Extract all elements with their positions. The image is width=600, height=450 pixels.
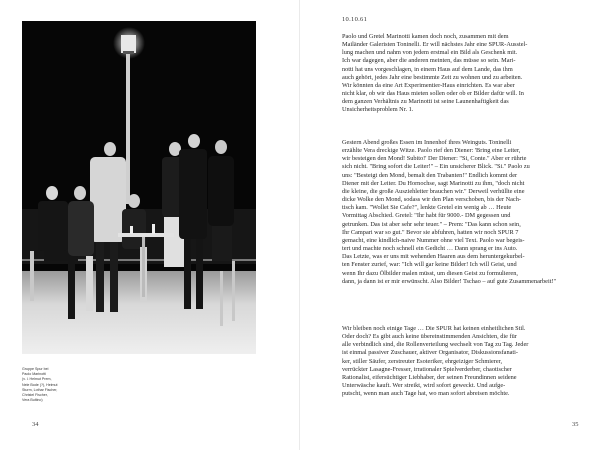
text-line: tert und machte noch schnell ein Gedicht … Dann sprang er ins Auto. — [342, 245, 518, 253]
text-line: Wir könnten da eine Art Experimentier-Haus einrichten. Es war aber — [342, 81, 515, 89]
entry-date: 10.10.61 — [342, 16, 368, 23]
caption-line: Christel Fischer, — [22, 393, 48, 398]
text-line: Paolo und Gretel Marinotti kamen doch noch, zusammen mit dem — [342, 33, 509, 40]
photo-caption — [22, 367, 82, 403]
paragraph-2 — [342, 139, 583, 286]
text-line: Mailänder Galeristen Toninelli. Er will nächstes Jahr eine SPUR-Ausstel- — [342, 41, 528, 49]
page-number-right: 35 — [572, 421, 579, 428]
text-line: getrunken. Das ist aber sehr sehr teuer." – Prem: "Das kann schon sein, — [342, 220, 521, 228]
text-line: die kleine, die große Ausziehleiter brauchen wir." Derweil verhüllte eine — [342, 187, 525, 195]
text-line: wir besteigen den Mond! Subito!' Der Diener: "Si, Conte." Aber er rührte — [342, 155, 527, 163]
text-line: wenn Ihr dazu Ölbilder malen müsst, um diesen Geist zu formulieren, — [342, 269, 518, 277]
text-line: Unsicherheitsproblem Nr. 1. — [342, 106, 414, 114]
text-line: erzählte Vera dreckige Witze. Paolo rief den Diener: 'Bring eine Leiter, — [342, 147, 521, 155]
text-line: Unterwäsche kauft. Wer streikt, wird sofort geweckt. Und aufge- — [342, 382, 506, 390]
text-line: auch gehört, jedes Jahr eine bestimmte Zeit zu wohnen und zu arbeiten. — [342, 73, 523, 81]
text-line: Wir bleiben noch einige Tage … Die SPUR hat keinen einheitlichen Stil. — [342, 325, 526, 332]
text-line: ist einmal passiver Zuschauer, aktiver Organisator, Diskussionsfanati- — [342, 349, 518, 357]
text-line: Das Letzte, was er uns mit wehenden Haaren aus dem heruntergekurbel- — [342, 253, 525, 261]
group-photo-image — [22, 21, 256, 354]
text-line: putscht, wenn man auch Tage hat, wo man sofort abreisen möchte. — [342, 390, 510, 398]
text-line: verrückter Lasagne-Fresser, irrationaler Spielverderber, chaotischer — [342, 365, 512, 373]
text-line: Vormittag Abschied. Gretel: "Ihr habt für 9000.- DM gegessen und — [342, 212, 511, 220]
text-line: Oder doch? Es gibt auch keine übereinstimmenden Ansichten, die für — [342, 333, 517, 341]
text-line: dem ganzen Verhältnis zu Marinotti ist seine Launenhaftigkeit das — [342, 98, 509, 106]
text-line: uns: "Besteigt den Mond, bemalt den Trabanten!" Endlich kommt der — [342, 171, 518, 179]
caption-line: Paolo Marinotti — [22, 372, 46, 377]
text-line: sich nicht. "Bring sofort die Leiter!" – Ein unsicherer Blick. "Si." Paolo zu — [342, 163, 530, 171]
text-line: tisch kam. "Wollet Sie Cafe?", lenkte Gretel ein wenig ab … Heute — [342, 204, 512, 212]
text-line: Rationalist, eifersüchtiger Liebhaber, der seinen Freundinnen seidene — [342, 373, 517, 381]
text-line: ker, stiller Säufer, zerstreuter Esoteriker, ehrgeiziger Schmierer, — [342, 357, 503, 365]
page-number-left: 34 — [32, 421, 39, 428]
text-line: alle verbindlich sind, die Rollenverteilung wechselt von Tag zu Tag. Jeder — [342, 341, 529, 349]
text-line: Ich war dagegen, aber die anderen meinten, das müsse so sein. Mari- — [342, 57, 516, 65]
text-line: lung machen und nahm von jedem erstmal ein Bild als Geschenk mit. — [342, 49, 518, 57]
text-line: gemacht, eine kindlich-naive Nummer ohne viel Text. Paolo war begeis- — [342, 236, 525, 244]
caption-line: Gruppe Spur bei — [22, 367, 49, 371]
paragraph-1 — [342, 33, 583, 115]
text-line: notti hat uns vorgeschlagen, in einem Haus auf dem Lande, das ihm — [342, 65, 513, 73]
caption-line: Nele Bode (?), Helmut — [22, 382, 58, 387]
text-line: Diener mit der Leiter. Du Hornochse, sagt Marinotti zu ihm, "doch nicht — [342, 179, 525, 187]
paragraph-3 — [342, 325, 583, 398]
group-photo — [22, 21, 256, 354]
text-line: Ihr Campari war so gut." Bevor sie abfuhren, hatten wir noch SPUR 7 — [342, 228, 519, 236]
caption-line: Vera Bultino) — [22, 398, 43, 403]
text-line: nicht klar, ob wir das Haus mieten sollen oder ob er Bilder dafür will. In — [342, 90, 524, 98]
caption-line: Sturm, Lothar Fischer, — [22, 387, 58, 392]
text-line: dann, ja dann ist er mir erwünscht. Also Bilder! Tschao – auf gute Zusammenarbeit!" — [342, 277, 557, 285]
caption-line: (v. l. Helmut Prem, — [22, 377, 52, 382]
text-line: Gestern Abend großes Essen im Innenhof ihres Weinguts. Toninelli — [342, 139, 512, 146]
text-line: dicke Wolke den Mond, sodass wir den Plan verschoben, bis der Nach- — [342, 196, 521, 204]
text-line: ten Fenster zurief, war: "Ich will gar keine Bilder! Ich will Geist, und — [342, 261, 517, 269]
